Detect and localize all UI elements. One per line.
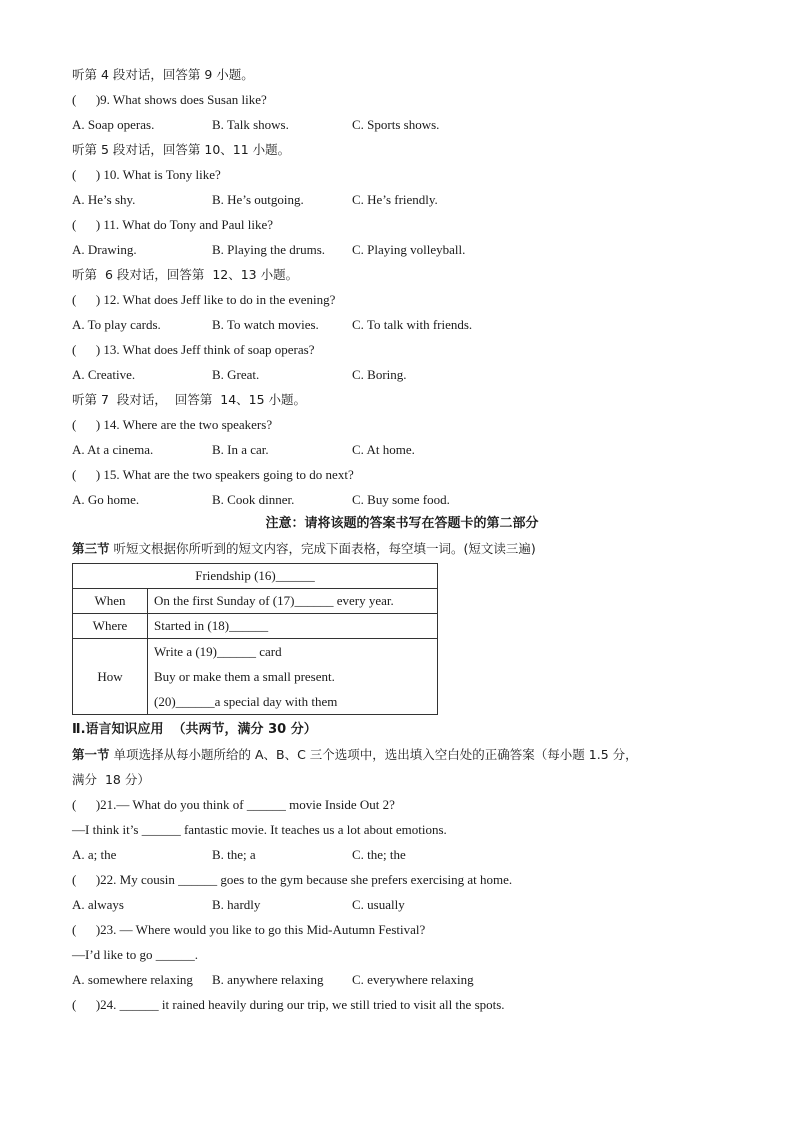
part-2-section-1-text: 单项选择从每小题所给的 A、B、C 三个选项中，选出填入空白处的正确答案（每小题 1.5 分， [109,747,638,762]
option-c: C. At home. [352,442,415,457]
dialogue-6-instruction: 听第 6 段对话，回答第 12、13 小题。 [72,267,299,282]
section-3-label: 第三节 [72,541,110,556]
friendship-table [72,563,438,715]
dialogue-5-instruction: 听第 5 段对话，回答第 10、11 小题。 [72,142,291,157]
option-b: B. He’s outgoing. [212,192,304,207]
part-2-section-1-instruction-cont: 满分 18 分） [72,772,150,787]
question-12-stem: ( ) 12. What does Jeff like to do in the evening? [72,292,336,307]
option-c: C. To talk with friends. [352,317,473,332]
question-21-reply: —I think it’s ______ fantastic movie. It teaches us a lot about emotions. [72,822,447,837]
question-15-options [72,487,732,512]
question-11-stem: ( ) 11. What do Tony and Paul like? [72,217,274,232]
question-9-stem: ( )9. What shows does Susan like? [72,92,267,107]
option-b: B. To watch movies. [212,317,319,332]
part-2-heading: Ⅱ.语言知识应用 （共两节，满分 30 分） [72,722,317,737]
exam-page [72,62,732,1017]
option-b: B. the; a [212,847,256,862]
dialogue-4-instruction: 听第 4 段对话，回答第 9 小题。 [72,67,254,82]
option-a: A. Drawing. [72,242,137,257]
option-a: A. Go home. [72,492,140,507]
question-22-options [72,892,732,917]
question-23-stem: ( )23. — Where would you like to go this Mid-Autumn Festival? [72,922,426,937]
option-c: C. everywhere relaxing [352,972,474,987]
question-12-options [72,312,732,337]
question-11-options [72,237,732,262]
section-3-text: 听短文根据你所听到的短文内容，完成下面表格，每空填一词。(短文读三遍) [109,541,536,556]
option-a: A. Creative. [72,367,136,382]
option-a: A. To play cards. [72,317,161,332]
when-label: When [73,589,148,614]
question-10-options [72,187,732,212]
option-b: B. Cook dinner. [212,492,295,507]
option-b: B. Talk shows. [212,117,289,132]
option-b: B. Playing the drums. [212,242,326,257]
how-value-1: Write a (19)______ card [154,644,282,659]
question-13-options [72,362,732,387]
option-a: A. a; the [72,847,117,862]
option-c: C. the; the [352,847,406,862]
option-a: A. At a cinema. [72,442,154,457]
option-a: A. somewhere relaxing [72,972,193,987]
option-a: A. Soap operas. [72,117,155,132]
option-c: C. Sports shows. [352,117,440,132]
option-b: B. hardly [212,897,261,912]
option-a: A. He’s shy. [72,192,136,207]
dialogue-7-instruction: 听第 7 段对话， 回答第 14、15 小题。 [72,392,307,407]
question-14-stem: ( ) 14. Where are the two speakers? [72,417,273,432]
how-values [148,639,438,715]
question-23-options [72,967,732,992]
question-21-stem: ( )21.— What do you think of ______ movie Inside Out 2? [72,797,395,812]
where-label: Where [73,614,148,639]
how-value-3: (20)______a special day with them [154,694,338,709]
where-value: Started in (18)______ [148,614,438,639]
question-24-stem: ( )24. ______ it rained heavily during our trip, we still tried to visit all the spots. [72,997,505,1012]
option-b: B. Great. [212,367,260,382]
question-23-reply: —I’d like to go ______. [72,947,199,962]
option-b: B. In a car. [212,442,269,457]
answer-sheet-notice: 注意：请将该题的答案书写在答题卡的第二部分 [265,516,539,531]
option-c: C. He’s friendly. [352,192,438,207]
option-c: C. Buy some food. [352,492,450,507]
question-21-options [72,842,732,867]
table-title: Friendship (16)______ [73,564,438,589]
question-9-options [72,112,732,137]
how-label: How [73,639,148,715]
option-b: B. anywhere relaxing [212,972,324,987]
question-14-options [72,437,732,462]
when-value: On the first Sunday of (17)______ every year. [148,589,438,614]
part-2-section-1-instruction [72,742,732,767]
part-2-section-1-label: 第一节 [72,747,110,762]
question-15-stem: ( ) 15. What are the two speakers going to do next? [72,467,354,482]
how-value-2: Buy or make them a small present. [154,669,335,684]
option-c: C. Playing volleyball. [352,242,466,257]
option-c: C. usually [352,897,405,912]
question-22-stem: ( )22. My cousin ______ goes to the gym because she prefers exercising at home. [72,872,513,887]
question-10-stem: ( ) 10. What is Tony like? [72,167,221,182]
option-c: C. Boring. [352,367,407,382]
section-3-instruction [72,536,732,561]
option-a: A. always [72,897,124,912]
question-13-stem: ( ) 13. What does Jeff think of soap operas? [72,342,315,357]
